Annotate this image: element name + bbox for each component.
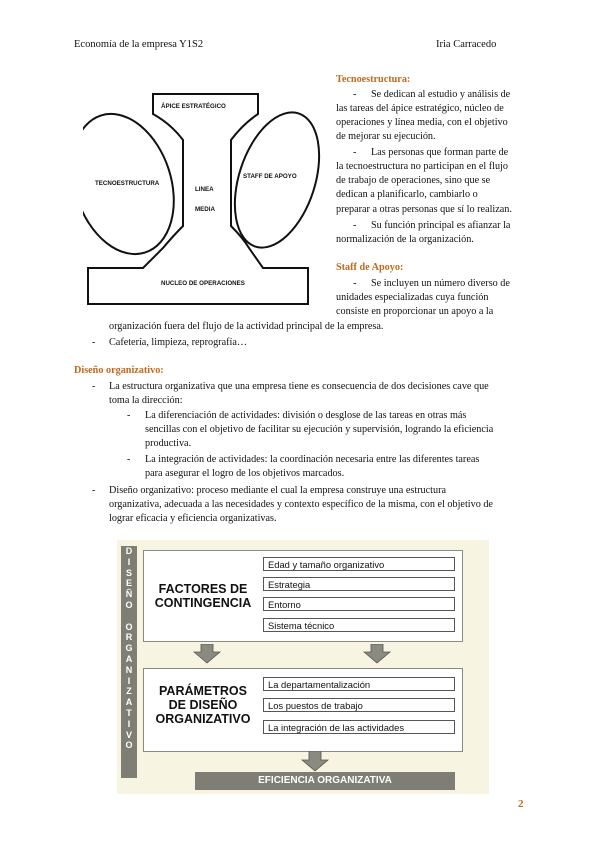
side-letter: O (125, 621, 133, 632)
tecno-line: Se dedican al estudio y análisis de (371, 89, 511, 100)
diseno-line: La diferenciación de actividades: división o desglose de las tareas en otras más (145, 410, 467, 421)
label-operations: NUCLEO DE OPERACIONES (161, 280, 245, 287)
diseno-line: sencillas con el objetivo de facilitar su ejecución y supervisión, logrando la eficiencia (145, 424, 494, 435)
params-item: La integración de las actividades (263, 720, 455, 734)
side-letter: V (125, 729, 132, 740)
arrow-down-icon (301, 751, 331, 772)
side-letter: E (125, 578, 132, 589)
dash: - (353, 147, 357, 158)
header-left: Economía de la empresa Y1S2 (74, 39, 204, 50)
diseno-line: La integración de actividades: la coordinación necesaria entre las diferentes tareas (145, 454, 480, 465)
params-title-2: DE DISEÑO (168, 698, 238, 712)
contingency-item: Sistema técnico (263, 618, 455, 632)
contingency-item: Edad y tamaño organizativo (263, 557, 455, 571)
side-letter: I (127, 718, 131, 729)
staff-line: consiste en proporcionar un apoyo a la (336, 306, 494, 317)
contingency-item: Estrategia (263, 577, 455, 591)
diseno-line: productiva. (145, 438, 192, 449)
tecno-line: de mejorar su ejecución. (336, 131, 436, 142)
side-letter: D (125, 546, 133, 556)
side-letter: O (125, 740, 133, 751)
efficiency-result: EFICIENCIA ORGANIZATIVA (195, 772, 455, 790)
diseno-line: lograr eficacia y eficiencia organizativas. (109, 513, 277, 524)
side-letter: I (127, 556, 131, 567)
tecno-line: de trabajo de operaciones, sino que se (336, 175, 491, 186)
dash: - (127, 454, 131, 465)
tecno-line: Las personas que forman parte de (371, 147, 509, 158)
contingency-title-2: CONTINGENCIA (154, 596, 252, 610)
page-number: 2 (518, 798, 524, 810)
mintzberg-organigram (83, 86, 333, 308)
tecno-line: las tareas del ápice estratégico, núcleo de (336, 103, 504, 114)
diseno-line: para asegurar el logro de los objetivos marcados. (145, 468, 345, 479)
tecno-line: operaciones y línea media, con el objetivo (336, 117, 508, 128)
staff-line: unidades especializadas cuya función (336, 292, 489, 303)
staff-line: Se incluyen un número diverso de (371, 278, 510, 289)
label-support: STAFF DE APOYO (243, 173, 297, 180)
dash: - (353, 220, 357, 231)
staff-example: Cafetería, limpieza, reprografía… (109, 337, 248, 348)
organigram-drawing (83, 86, 333, 308)
label-apex: ÁPICE ESTRATÉGICO (161, 103, 226, 110)
params-title-1: PARÁMETROS (159, 684, 247, 698)
arrow-down-icon (193, 644, 223, 664)
side-letter: N (125, 664, 133, 675)
tecno-line: Su función principal es afianzar la (371, 220, 511, 231)
params-item: Los puestos de trabajo (263, 698, 455, 712)
diseno-line: Diseño organizativo: proceso mediante el cual la empresa construye una estructura (109, 485, 447, 496)
staff-line: organización fuera del flujo de la actividad principal de la empresa. (109, 321, 384, 332)
tecno-line: la tecnoestructura no participan en el flujo (336, 161, 508, 172)
header-right: Iria Carracedo (436, 39, 497, 50)
side-letter: S (125, 567, 132, 578)
label-middle-1: LINEA (195, 186, 214, 193)
side-letter: I (127, 675, 131, 686)
staff-title: Staff de Apoyo: (336, 262, 404, 273)
label-techno: TECNOESTRUCTURA (95, 180, 160, 187)
dash: - (92, 485, 96, 496)
side-letter: O (125, 599, 133, 610)
side-letter: A (125, 697, 133, 708)
side-letter: Ñ (125, 589, 133, 600)
side-letter: Z (126, 686, 132, 697)
label-middle-2: MEDIA (195, 206, 215, 213)
side-letter: G (125, 643, 133, 654)
diseno-line: organizativa, adecuada a las necesidades y contexto específico de la misma, con el objetivo de (109, 499, 493, 510)
contingency-item: Entorno (263, 597, 455, 611)
side-letter (121, 611, 137, 622)
params-title-3: ORGANIZATIVO (155, 712, 251, 726)
tecno-title: Tecnoestructura: (336, 74, 411, 85)
arrow-down-icon (363, 644, 393, 664)
side-letter: R (125, 632, 133, 643)
dash: - (92, 381, 96, 392)
diseno-line: toma la dirección: (109, 395, 183, 406)
tecno-line: dedican a planificarlo, cambiarlo o (336, 189, 478, 200)
side-letter: A (125, 653, 133, 664)
diseno-title: Diseño organizativo: (74, 365, 164, 376)
params-item: La departamentalización (263, 677, 455, 691)
diseno-line: La estructura organizativa que una empresa tiene es consecuencia de dos decisiones cave que (109, 381, 489, 392)
dash: - (92, 337, 96, 348)
dash: - (353, 278, 357, 289)
design-figure (117, 540, 489, 794)
dash: - (127, 410, 131, 421)
contingency-title-1: FACTORES DE (158, 582, 248, 596)
side-label (121, 546, 137, 778)
tecno-line: preparar a otras personas que sí lo realizan. (336, 204, 512, 215)
side-letter: T (126, 707, 132, 718)
tecno-line: normalización de la organización. (336, 234, 474, 245)
dash: - (353, 89, 357, 100)
